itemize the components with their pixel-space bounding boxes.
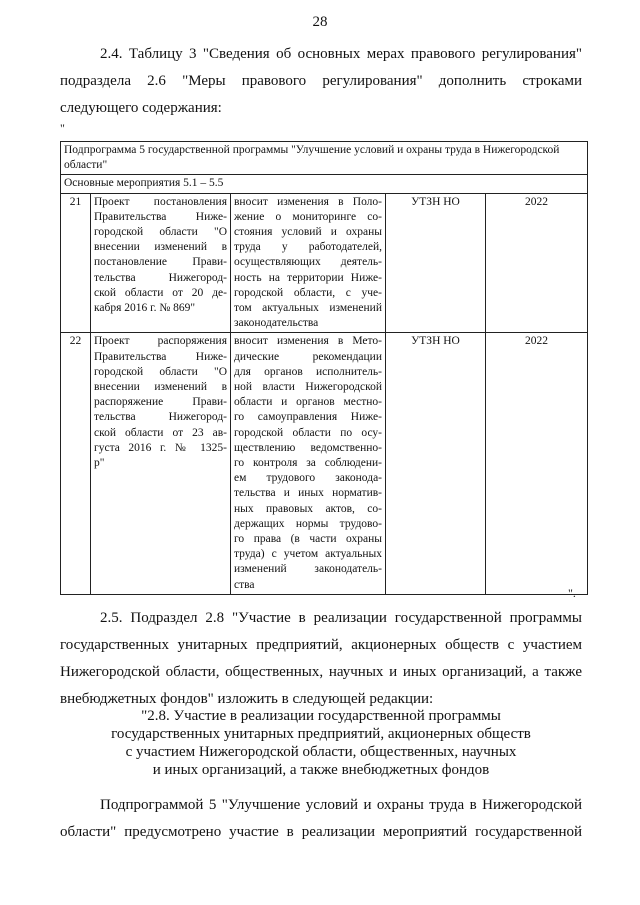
cell-line: тельства Нижегород- (94, 271, 227, 284)
cell-line: дические рекомендации (234, 350, 382, 363)
cell-line: го контроля за соблюдени- (234, 457, 382, 470)
cell-line: вносит изменения в Мето- (234, 335, 382, 348)
paragraph-line: 2.4. Таблицу 3 "Сведения об основных мерах правового регулирования" (100, 46, 582, 62)
title-line: "2.8. Участие в реализации государственной программы (141, 708, 501, 724)
cell-line: труда) с учетом актуальных (234, 548, 382, 561)
amendment-paragraph-2-4 (60, 41, 582, 122)
cell-line: жение о мониторинге со- (234, 210, 382, 223)
closing-quote-mark: ". (568, 586, 576, 600)
cell-line: ных правовых актов, со- (234, 502, 382, 515)
paragraph-line: внебюджетных фондов" изложить в следующей редакции: (60, 691, 434, 707)
opening-quote-mark: " (60, 121, 65, 135)
executor-cell: УТЗН НО (386, 193, 486, 333)
cell-line: р" (94, 457, 105, 470)
year-cell: 2022 (486, 193, 588, 333)
cell-line: вносит изменения в Поло- (234, 195, 382, 208)
cell-line: городской области "О (94, 365, 227, 378)
row-number-cell: 21 (61, 193, 91, 333)
paragraph-line: государственных унитарных предприятий, акционерных обществ с участием (60, 637, 582, 653)
activities-header-row (61, 175, 588, 193)
cell-line: распоряжение Прави- (94, 396, 227, 409)
document-name-cell (91, 193, 231, 333)
cell-line: труда у работодателей, (234, 241, 382, 254)
cell-line: Проект постановления (94, 195, 227, 208)
cell-line: законодательства (234, 317, 319, 330)
activities-header-cell: Основные мероприятия 5.1 – 5.5 (61, 175, 588, 193)
cell-line: городской области по осу- (234, 426, 382, 439)
paragraph-line: подраздела 2.6 "Меры правового регулирования" дополнить строками (60, 73, 582, 89)
document-name-cell (91, 333, 231, 594)
title-line: государственных унитарных предприятий, акционерных обществ (111, 726, 531, 742)
subprogram-header-cell: Подпрограмма 5 государственной программы "Улучшение условий и охраны труда в Нижегородской области" (61, 142, 588, 175)
title-line: и иных организаций, а также внебюджетных фондов (152, 762, 490, 778)
year-cell: 2022 (486, 333, 588, 594)
paragraph-line: следующего содержания: (60, 100, 222, 116)
cell-line: том актуальных изменений (234, 302, 382, 315)
page-number: 28 (312, 14, 328, 30)
cell-line: Правительства Ниже- (94, 350, 227, 363)
legal-measures-table (60, 141, 588, 595)
cell-line: городской области, с уче- (234, 286, 382, 299)
table-row (61, 193, 588, 333)
cell-line: тельства и иных норматив- (234, 487, 382, 500)
cell-line: го самоуправления Ниже- (234, 411, 382, 424)
cell-line: для органов исполнитель- (234, 365, 382, 378)
section-2-8-title (60, 707, 582, 779)
row-number-cell: 22 (61, 333, 91, 594)
cell-line: внесении изменений в (94, 241, 227, 254)
cell-line: кабря 2016 г. № 869" (94, 302, 196, 315)
paragraph-line: Нижегородской области, общественных, научных и иных организаций, а также (60, 664, 582, 680)
cell-line: постановление Прави- (94, 256, 227, 269)
cell-line: ем трудового законода- (234, 472, 382, 485)
paragraph-line: области" предусмотрено участие в реализации мероприятий государственной (60, 824, 582, 840)
cell-line: ской области от 20 де- (94, 286, 227, 299)
cell-line: стояния условий и охраны (234, 226, 382, 239)
paragraph-line: Подпрограммой 5 "Улучшение условий и охраны труда в Нижегородской (100, 797, 582, 813)
cell-line: ской области от 23 ав- (94, 426, 227, 439)
content-cell (231, 333, 386, 594)
cell-line: держащих нормы трудово- (234, 517, 382, 530)
amendment-paragraph-2-5 (60, 605, 582, 713)
subprogram-header-row (61, 142, 588, 175)
content-cell (231, 193, 386, 333)
cell-line: осуществляющих деятель- (234, 256, 382, 269)
cell-line: тельства Нижегород- (94, 411, 227, 424)
table-row (61, 333, 588, 594)
cell-line: области и органов местно- (234, 396, 382, 409)
cell-line: Правительства Ниже- (94, 210, 227, 223)
subprogram-paragraph (60, 792, 582, 846)
cell-line: Проект распоряжения (94, 335, 227, 348)
cell-line: городской области "О (94, 226, 227, 239)
cell-line: ществлению ведомственно- (234, 441, 382, 454)
cell-line: густа 2016 г. № 1325- (94, 441, 227, 454)
paragraph-line: 2.5. Подраздел 2.8 "Участие в реализации государственной программы (100, 610, 582, 626)
cell-line: ства (234, 578, 255, 591)
cell-line: ной власти Нижегородской (234, 381, 382, 394)
cell-line: ность на территории Ниже- (234, 271, 382, 284)
cell-line: изменений законодатель- (234, 563, 382, 576)
cell-line: внесении изменений в (94, 381, 227, 394)
cell-line: го права (в части охраны (234, 533, 382, 546)
executor-cell: УТЗН НО (386, 333, 486, 594)
title-line: с участием Нижегородской области, общественных, научных (125, 744, 517, 760)
